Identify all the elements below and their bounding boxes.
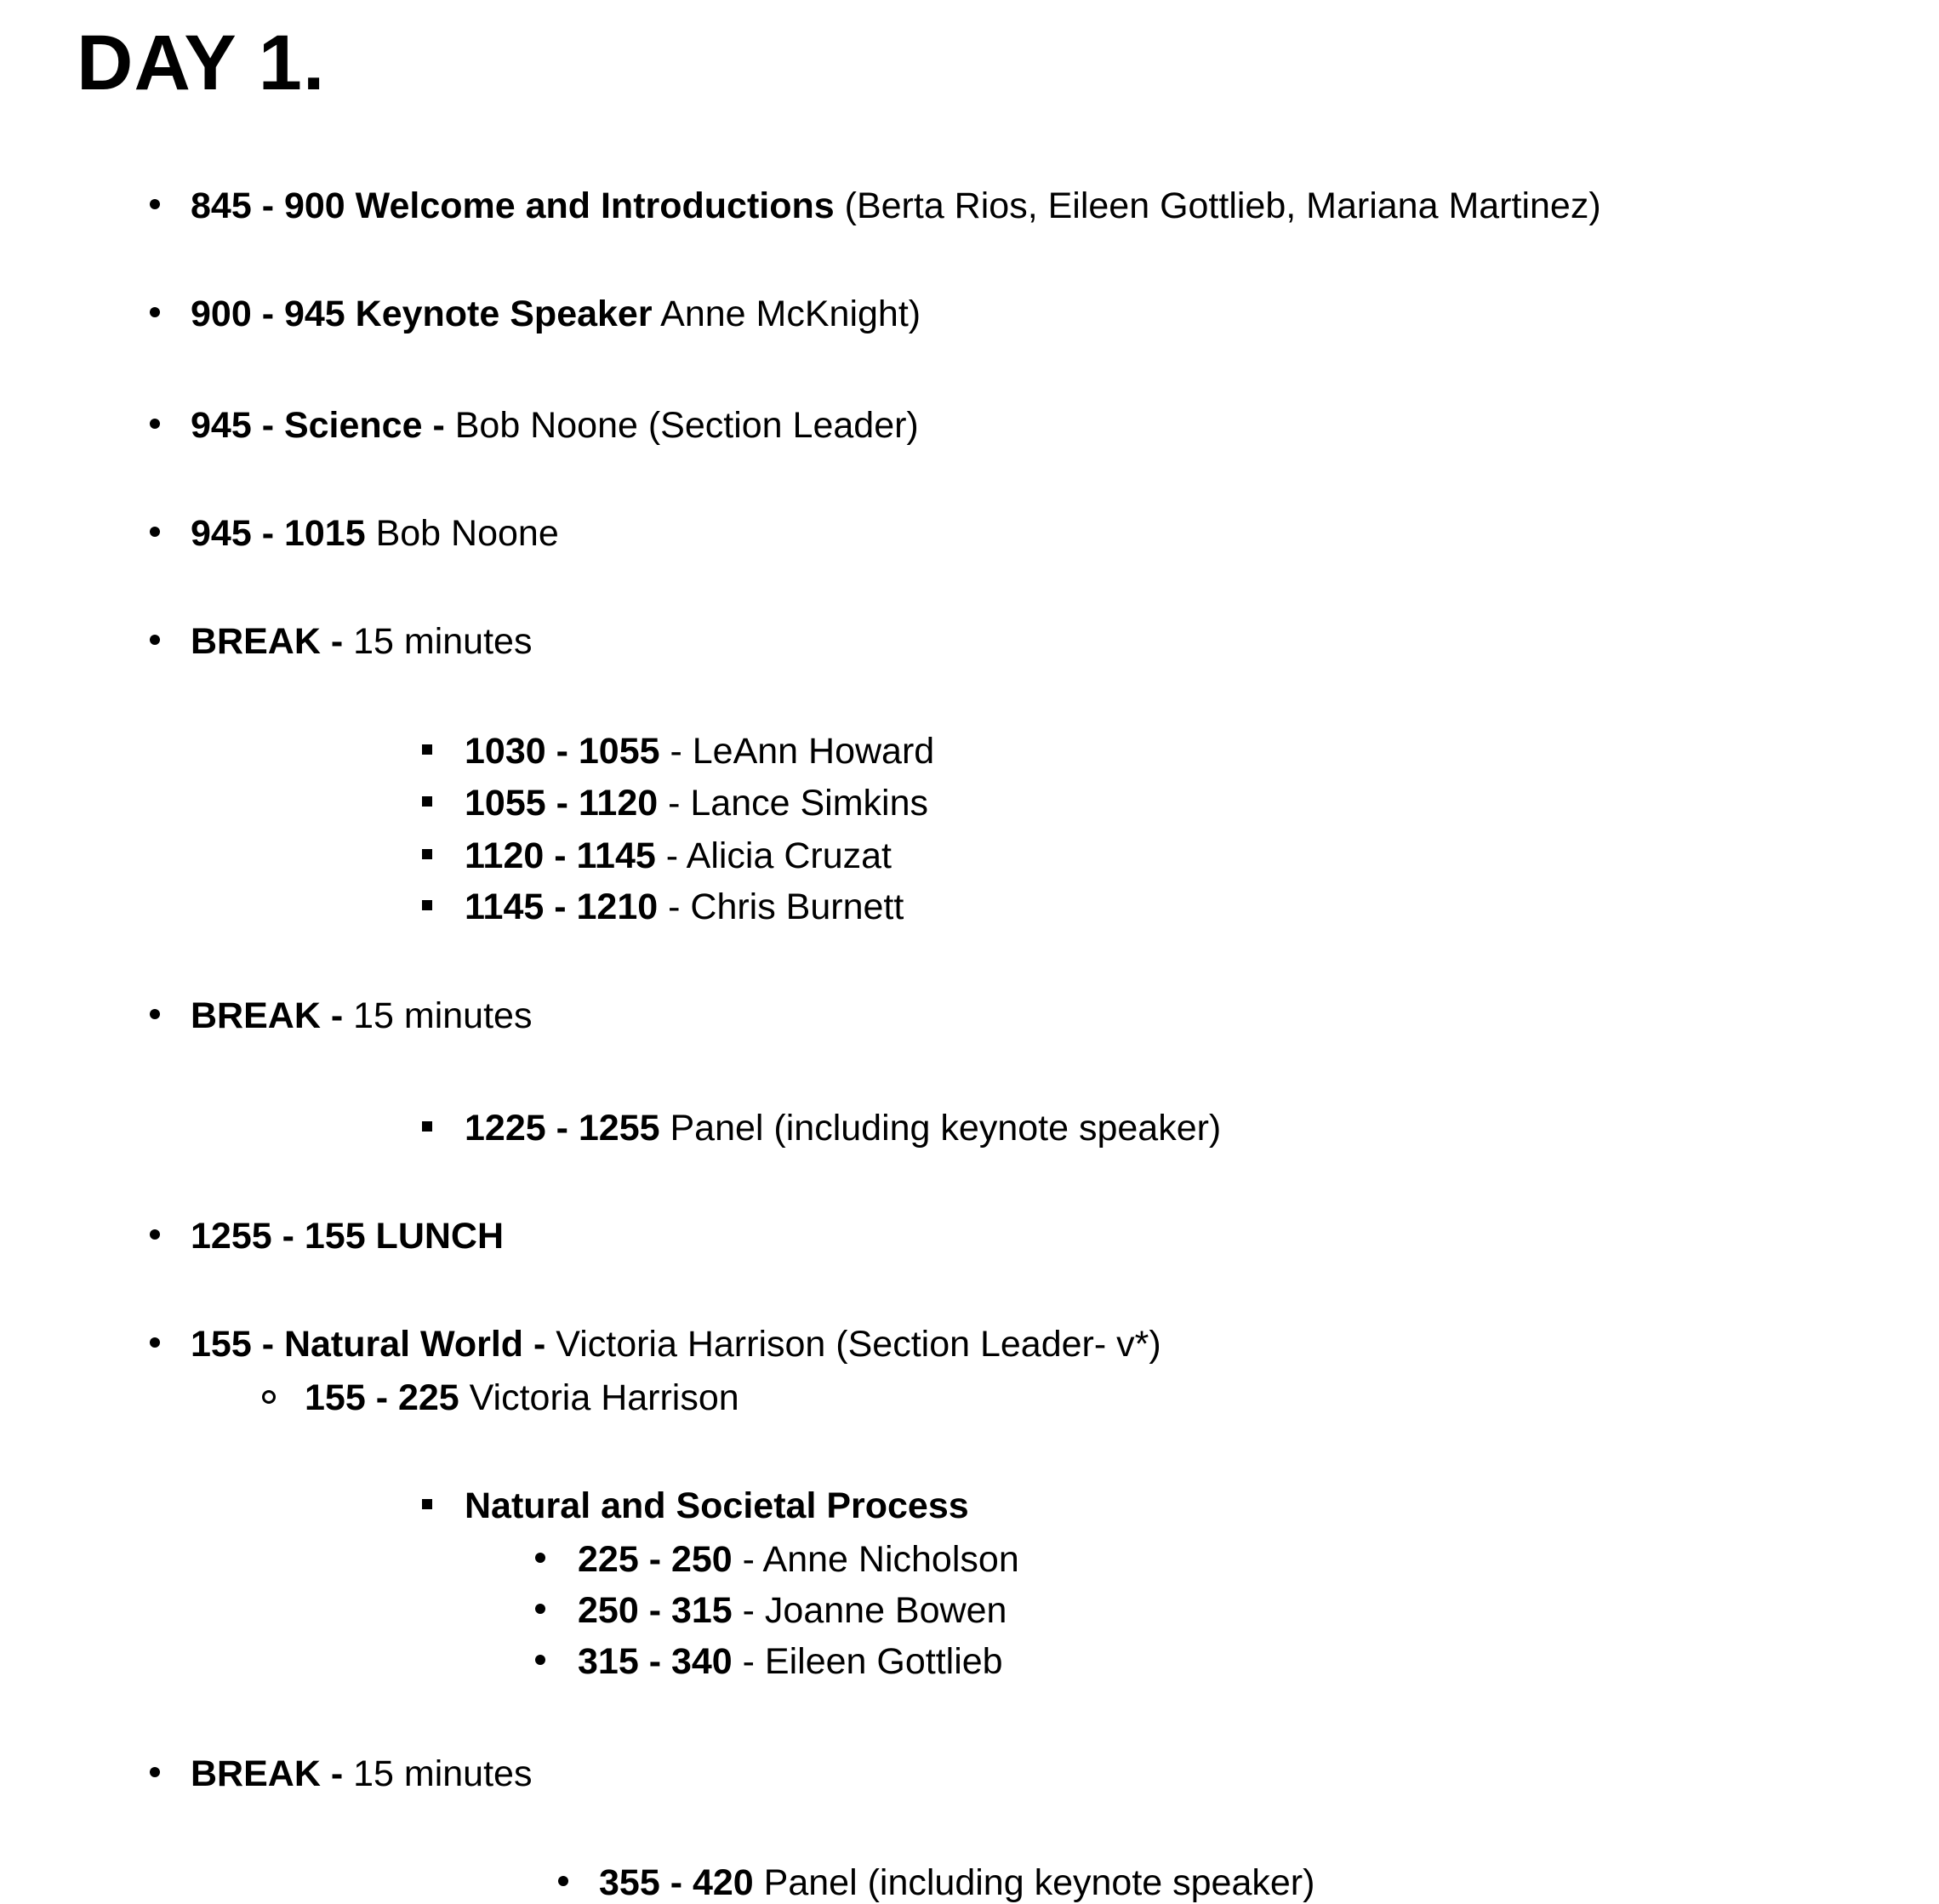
item-detail: - Anne Nicholson: [732, 1539, 1019, 1580]
item-time: 1055 - 1120: [465, 783, 659, 824]
item-detail: - Chris Burnett: [658, 886, 904, 927]
item-detail: Victoria Harrison: [459, 1377, 739, 1418]
item-time: 1030 - 1055: [465, 731, 660, 772]
item-detail: 15 minutes: [343, 995, 533, 1036]
item-detail: (Berta Rios, Eileen Gottlieb, Mariana Martinez): [834, 185, 1601, 226]
bullet-disc-icon: [150, 1767, 160, 1777]
item-detail: - LeAnn Howard: [659, 731, 935, 772]
item-detail: Panel (including keynote speaker): [659, 1108, 1222, 1149]
item-time: 155 - 225: [305, 1377, 459, 1418]
bullet-disc-icon: [150, 419, 160, 429]
list-item: [578, 1539, 1019, 1580]
list-item: [191, 995, 533, 1036]
item-time: 1225 - 1255: [465, 1108, 660, 1149]
item-detail: Bob Noone: [365, 513, 559, 554]
list-item: [305, 1377, 739, 1418]
bullet-square-icon: [422, 900, 432, 910]
list-item: [191, 185, 1601, 226]
item-time: 945 - Science -: [191, 405, 445, 446]
bullet-disc-icon: [535, 1655, 545, 1665]
list-item: [465, 1485, 969, 1526]
list-item: [578, 1641, 1003, 1682]
bullet-square-icon: [422, 1121, 432, 1132]
item-time: 155 - Natural World -: [191, 1324, 546, 1365]
bullet-square-icon: [422, 744, 432, 755]
item-time: BREAK -: [191, 995, 344, 1036]
list-item: [465, 785, 928, 822]
item-detail: Panel (including keynote speaker): [753, 1862, 1315, 1903]
item-time: BREAK -: [191, 1753, 344, 1794]
bullet-circle-icon: [262, 1390, 276, 1404]
item-detail: - Lance Simkins: [658, 783, 929, 824]
item-detail: Bob Noone (Section Leader): [444, 405, 919, 446]
list-item: [191, 1326, 1161, 1363]
item-time: 250 - 315: [578, 1590, 733, 1631]
bullet-disc-icon: [535, 1604, 545, 1614]
item-time: 355 - 420: [599, 1862, 754, 1903]
list-item: [191, 1218, 504, 1255]
bullet-square-icon: [422, 1499, 432, 1509]
item-detail: Anne McKnight): [652, 294, 921, 334]
item-time: 900 - 945 Keynote Speaker: [191, 294, 653, 334]
list-item: [191, 513, 559, 554]
item-detail: - Eileen Gottlieb: [732, 1641, 1003, 1682]
bullet-disc-icon: [150, 307, 160, 317]
list-item: [465, 886, 904, 927]
list-item: [191, 1753, 533, 1794]
list-item: [191, 405, 919, 446]
list-item: [465, 1110, 1221, 1147]
bullet-disc-icon: [150, 635, 160, 645]
item-time: BREAK -: [191, 621, 344, 662]
bullet-disc-icon: [558, 1876, 568, 1886]
bullet-disc-icon: [150, 527, 160, 537]
list-item: [191, 621, 533, 662]
item-detail: 15 minutes: [343, 621, 533, 662]
bullet-disc-icon: [150, 1337, 160, 1348]
list-item: [191, 296, 921, 333]
item-time: 945 - 1015: [191, 513, 366, 554]
item-detail: - Joanne Bowen: [732, 1590, 1007, 1631]
item-detail: - Alicia Cruzat: [655, 835, 892, 876]
item-detail: Victoria Harrison (Section Leader- v*): [545, 1324, 1161, 1365]
bullet-disc-icon: [535, 1553, 545, 1563]
item-detail: 15 minutes: [343, 1753, 533, 1794]
bullet-disc-icon: [150, 1229, 160, 1240]
bullet-square-icon: [422, 796, 432, 807]
bullet-disc-icon: [150, 1009, 160, 1019]
bullet-disc-icon: [150, 199, 160, 209]
item-time: 845 - 900 Welcome and Introductions: [191, 185, 835, 226]
item-time: 1120 - 1145: [465, 835, 656, 876]
item-time: 1255 - 155 LUNCH: [191, 1216, 505, 1257]
list-item: [578, 1590, 1007, 1631]
list-item: [465, 835, 892, 876]
item-time: 315 - 340: [578, 1641, 733, 1682]
item-heading: Natural and Societal Process: [465, 1485, 969, 1526]
list-item: [465, 733, 934, 770]
item-time: 225 - 250: [578, 1539, 733, 1580]
item-time: 1145 - 1210: [465, 886, 659, 927]
bullet-square-icon: [422, 849, 432, 859]
list-item: [599, 1862, 1315, 1903]
page-title: DAY 1.: [77, 20, 326, 106]
